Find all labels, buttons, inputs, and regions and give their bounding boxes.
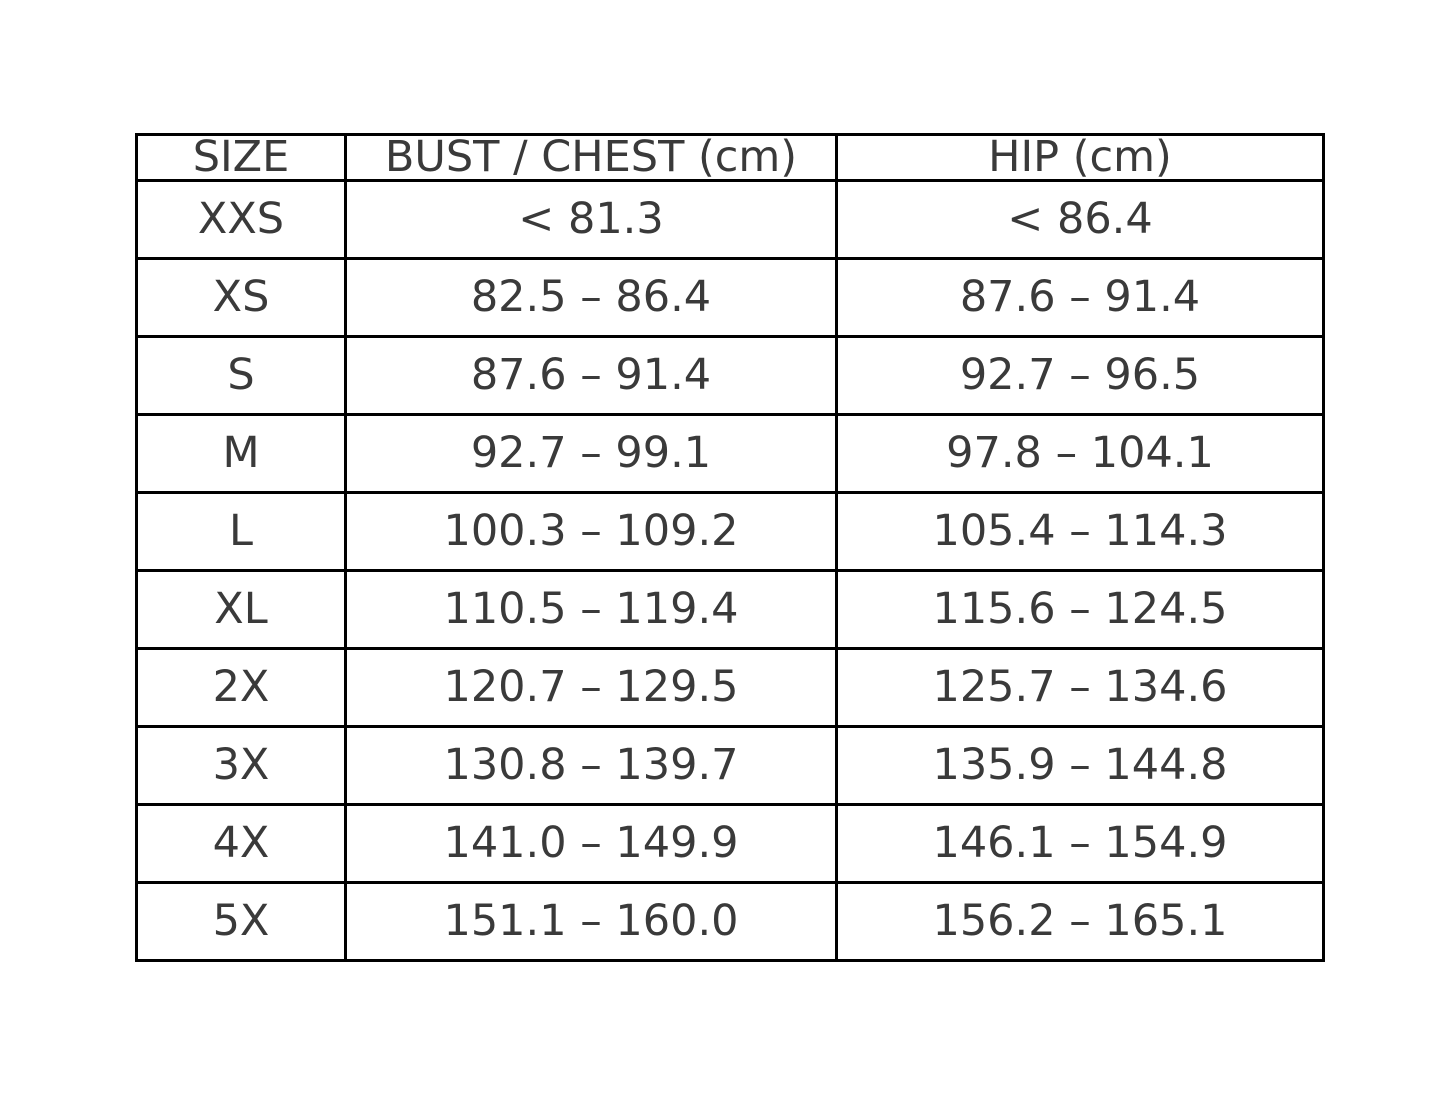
hip-cell: 125.7 – 134.6 <box>837 649 1324 727</box>
bust-cell: 130.8 – 139.7 <box>346 727 837 805</box>
size-cell: 3X <box>137 727 346 805</box>
bust-cell: 100.3 – 109.2 <box>346 493 837 571</box>
size-cell: 4X <box>137 805 346 883</box>
size-cell: 2X <box>137 649 346 727</box>
table-row-4x <box>137 805 1324 883</box>
bust-cell: 82.5 – 86.4 <box>346 259 837 337</box>
header-row <box>137 135 1324 181</box>
table-row-xs <box>137 259 1324 337</box>
bust-cell: 120.7 – 129.5 <box>346 649 837 727</box>
bust-cell: 141.0 – 149.9 <box>346 805 837 883</box>
size-cell: XL <box>137 571 346 649</box>
bust-cell: 87.6 – 91.4 <box>346 337 837 415</box>
size-chart-table <box>135 133 1325 962</box>
hip-cell: 156.2 – 165.1 <box>837 883 1324 961</box>
header-size: SIZE <box>137 135 346 181</box>
bust-cell: 151.1 – 160.0 <box>346 883 837 961</box>
table-row-xxs <box>137 181 1324 259</box>
size-cell: M <box>137 415 346 493</box>
size-cell: XS <box>137 259 346 337</box>
table-row-s <box>137 337 1324 415</box>
table-row-l <box>137 493 1324 571</box>
hip-cell: 135.9 – 144.8 <box>837 727 1324 805</box>
hip-cell: 92.7 – 96.5 <box>837 337 1324 415</box>
bust-cell: < 81.3 <box>346 181 837 259</box>
table-row-2x <box>137 649 1324 727</box>
size-cell: 5X <box>137 883 346 961</box>
hip-cell: 97.8 – 104.1 <box>837 415 1324 493</box>
bust-cell: 92.7 – 99.1 <box>346 415 837 493</box>
table-row-m <box>137 415 1324 493</box>
bust-cell: 110.5 – 119.4 <box>346 571 837 649</box>
size-cell: S <box>137 337 346 415</box>
header-hip: HIP (cm) <box>837 135 1324 181</box>
hip-cell: 105.4 – 114.3 <box>837 493 1324 571</box>
hip-cell: 146.1 – 154.9 <box>837 805 1324 883</box>
size-cell: XXS <box>137 181 346 259</box>
size-cell: L <box>137 493 346 571</box>
header-bust-chest: BUST / CHEST (cm) <box>346 135 837 181</box>
hip-cell: < 86.4 <box>837 181 1324 259</box>
hip-cell: 87.6 – 91.4 <box>837 259 1324 337</box>
table-row-5x <box>137 883 1324 961</box>
table-row-3x <box>137 727 1324 805</box>
hip-cell: 115.6 – 124.5 <box>837 571 1324 649</box>
table-row-xl <box>137 571 1324 649</box>
